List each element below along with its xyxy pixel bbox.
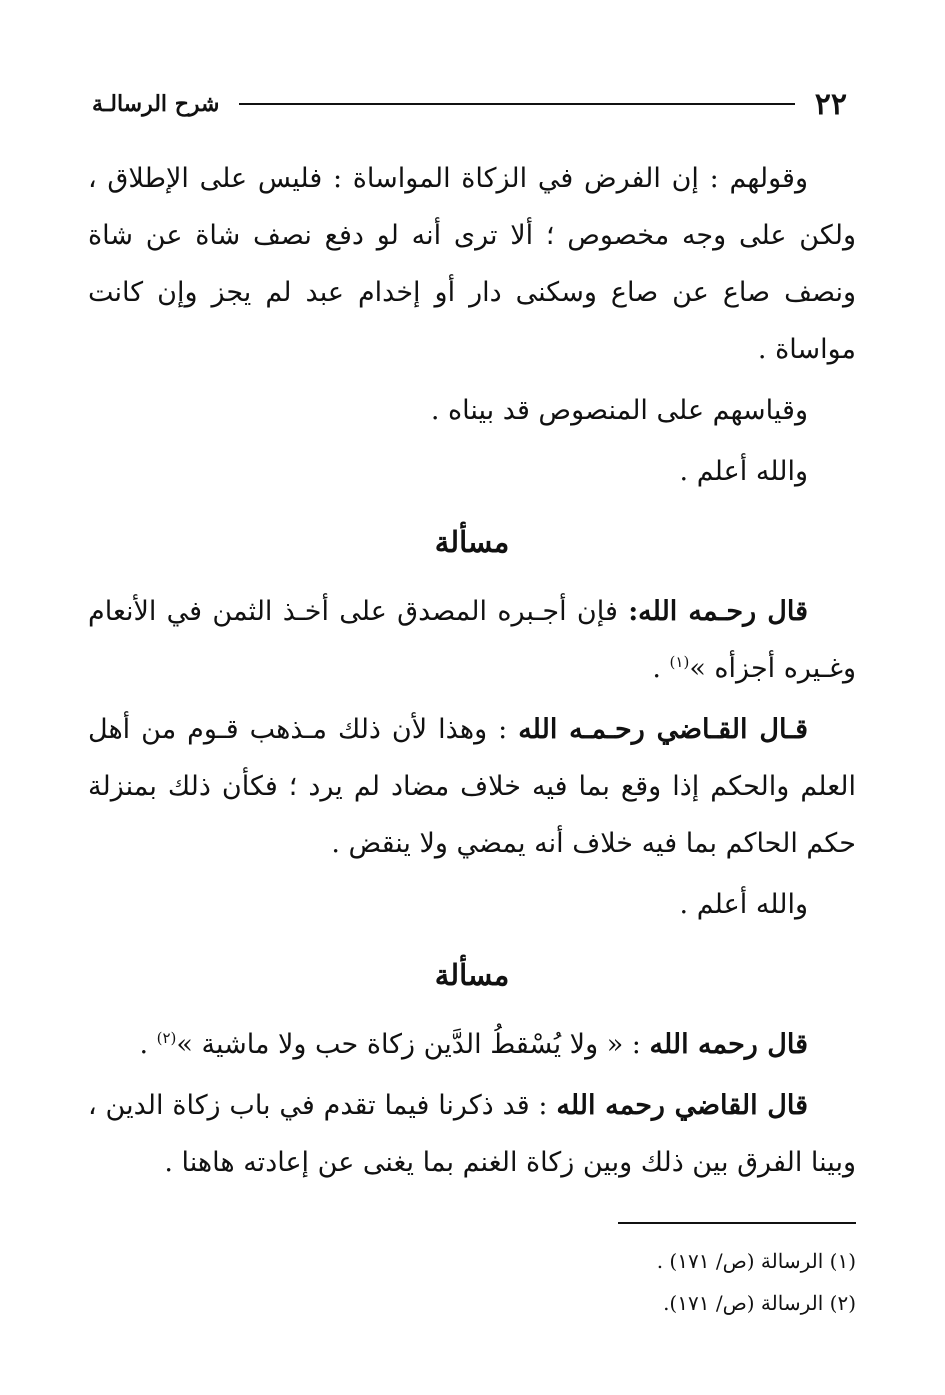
paragraph-tail: .: [652, 653, 670, 684]
footnote-ref: (٢): [156, 1029, 177, 1047]
closing-formula: والله أعلم .: [679, 456, 808, 487]
paragraph-tail: .: [139, 1029, 157, 1060]
paragraph-text: : قد ذكرنا فيما تقدم في باب زكاة الدين ، وبينا الفرق بين ذلك وبين زكاة الغنم بما يغنى عن إعادته هاهنا .: [88, 1090, 856, 1178]
paragraph: وقولهم : إن الفرض في الزكاة المواساة : فليس على الإطلاق ، ولكن على وجه مخصوص ؛ ألا ترى أنه لو دفع نصف شاة عن شاة ونصف صاع عن صاع وسكنى دار أو إخدام عبد لم يجز وإن كانت مواساة .: [88, 163, 856, 365]
section-heading: مسألة: [434, 525, 510, 559]
footnotes: [400, 1240, 856, 1324]
footnote-ref: (١): [669, 653, 690, 671]
running-title: شرح الرسالـة: [92, 91, 220, 117]
speaker-label: قال القاضي رحمه الله: [556, 1090, 808, 1121]
footnote-rule: [618, 1222, 856, 1224]
paragraph-text: : « ولا يُسْقطُ الدَّين زكاة حب ولا ماشية »: [176, 1029, 650, 1060]
section-heading: مسألة: [434, 958, 510, 992]
speaker-label: قال رحمه الله: [649, 1029, 808, 1060]
commentary-paragraph: [88, 701, 856, 872]
closing-formula: والله أعلم .: [679, 889, 808, 920]
speaker-label: قال رحـمه الله:: [628, 596, 809, 627]
page-number: ٢٢: [814, 86, 847, 122]
paragraph-text: : وهذا لأن ذلك مـذهب قـوم من أهل العلم والحكم إذا وقع بما فيه خلاف مضاد لم يرد ؛ فكأن ذلك بمنزلة حكم الحاكم بما فيه خلاف أنه يمضي ولا ينقض .: [88, 714, 856, 859]
paragraph: وقياسهم على المنصوص قد بيناه .: [430, 395, 808, 426]
footnote: (٢) الرسالة (ص/ ١٧١).: [663, 1291, 856, 1315]
paragraph-text: فإن أجـبره المصدق على أخـذ الثمن في الأنعام وغـيره أجزأه »: [88, 596, 856, 684]
quoted-text-paragraph: [88, 1016, 856, 1073]
footnote: (١) الرسالة (ص/ ١٧١) .: [656, 1249, 856, 1273]
running-header: [92, 84, 847, 124]
quoted-text-paragraph: [88, 583, 856, 697]
body-text: [88, 150, 856, 1195]
commentary-paragraph: [88, 1077, 856, 1191]
speaker-label: قـال القـاضي رحـمـه الله: [518, 714, 809, 745]
header-rule: [239, 103, 794, 105]
